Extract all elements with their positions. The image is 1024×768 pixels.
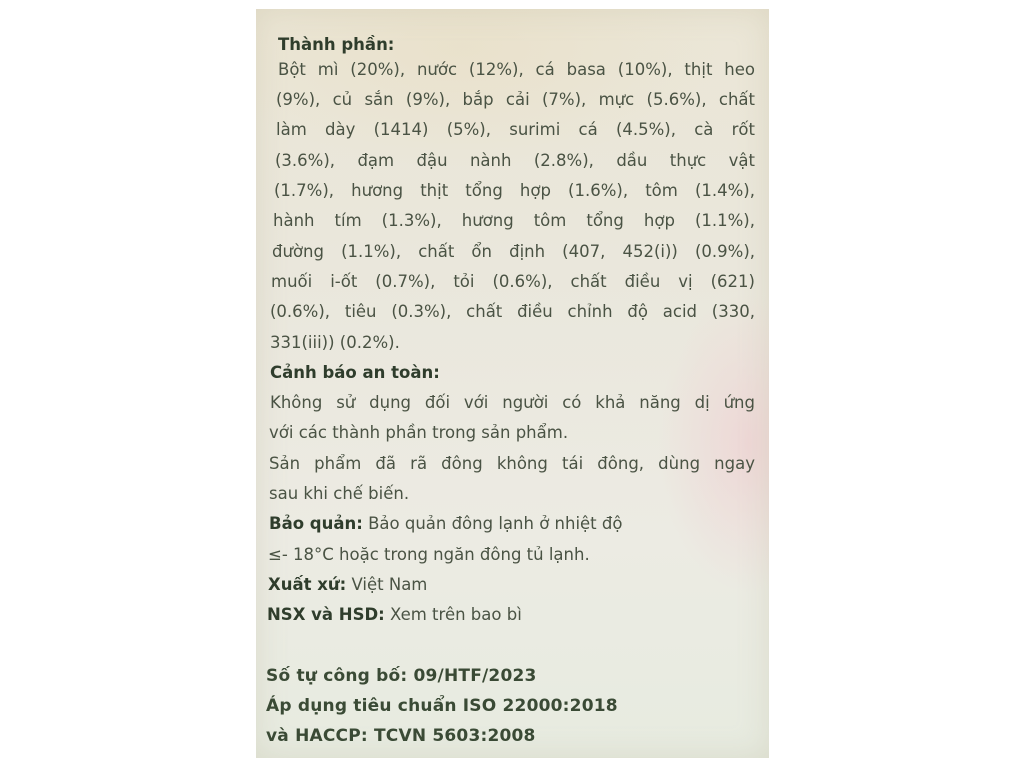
- ingredients-line: Bột mì (20%), nước (12%), cá basa (10%), thịt heo: [278, 60, 755, 79]
- self-declaration-number: Số tự công bố: 09/HTF/2023: [266, 666, 537, 686]
- origin-line: [268, 571, 755, 599]
- storage-line: [269, 510, 755, 538]
- haccp-standard: và HACCP: TCVN 5603:2008: [266, 726, 536, 746]
- ingredients-line: hành tím (1.3%), hương tôm tổng hợp (1.1%),: [273, 211, 755, 230]
- ingredients-heading: Thành phần:: [278, 35, 395, 54]
- warning-line: Sản phẩm đã rã đông không tái đông, dùng ngay: [269, 454, 755, 473]
- origin-label: Xuất xứ:: [268, 575, 347, 594]
- warning-line: sau khi chế biến.: [269, 484, 410, 503]
- ingredients-line: 331(iii)) (0.2%).: [270, 333, 400, 352]
- warning-heading: Cảnh báo an toàn:: [270, 363, 440, 382]
- storage-line-2: ≤- 18°C hoặc trong ngăn đông tủ lạnh.: [268, 545, 590, 564]
- dates-line: [267, 601, 755, 629]
- dates-value: Xem trên bao bì: [384, 605, 522, 624]
- ingredients-line: (1.7%), hương thịt tổng hợp (1.6%), tôm (1.4%),: [274, 181, 755, 200]
- warning-line: Không sử dụng đối với người có khả năng dị ứng: [270, 393, 755, 412]
- dates-label: NSX và HSD:: [267, 605, 385, 624]
- ingredients-line: (9%), củ sắn (9%), bắp cải (7%), mực (5.6%), chất: [276, 90, 755, 109]
- ingredients-line: (0.6%), tiêu (0.3%), chất điều chỉnh độ acid (330,: [270, 302, 755, 321]
- storage-text: Bảo quản đông lạnh ở nhiệt độ: [362, 514, 623, 533]
- ingredients-line: làm dày (1414) (5%), surimi cá (4.5%), cà rốt: [276, 120, 755, 139]
- ingredients-line: muối i-ốt (0.7%), tỏi (0.6%), chất điều vị (621): [271, 272, 755, 291]
- product-label-panel: [256, 9, 769, 758]
- warning-line: với các thành phần trong sản phẩm.: [269, 423, 569, 442]
- storage-label: Bảo quản:: [269, 514, 363, 533]
- ingredients-line: đường (1.1%), chất ổn định (407, 452(i)) (0.9%),: [272, 242, 755, 261]
- iso-standard: Áp dụng tiêu chuẩn ISO 22000:2018: [266, 696, 618, 716]
- ingredients-line: (3.6%), đạm đậu nành (2.8%), dầu thực vật: [275, 151, 755, 170]
- origin-value: Việt Nam: [346, 575, 428, 594]
